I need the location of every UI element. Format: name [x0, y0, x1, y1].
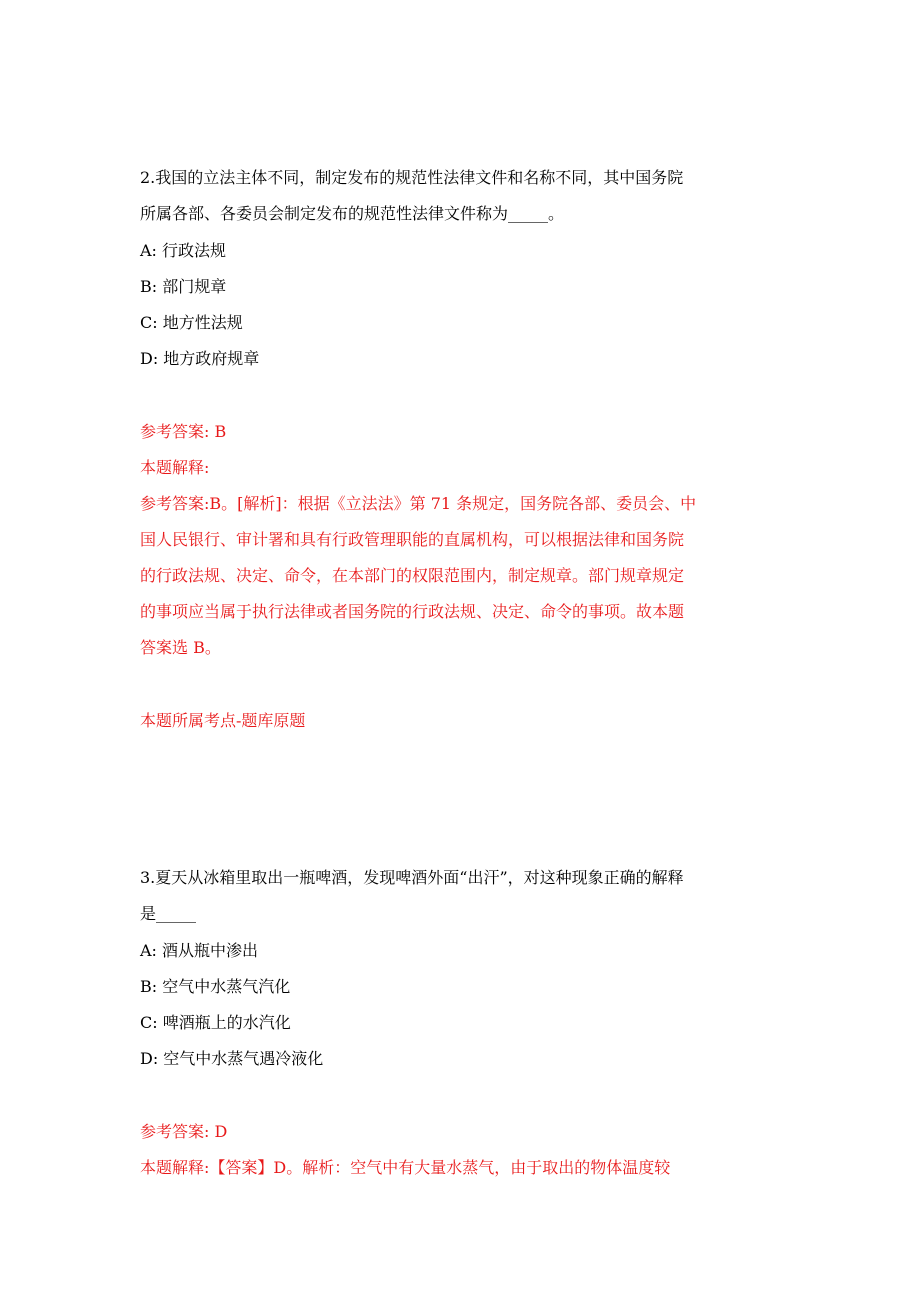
question-2-option-d: D: 地方政府规章 [140, 349, 260, 368]
question-2-answer: 参考答案: B [140, 422, 227, 441]
question-3-option-b: B: 空气中水蒸气汽化 [140, 977, 291, 996]
question-3-option-a: A: 酒从瓶中渗出 [140, 941, 259, 960]
question-2-explain-line-3: 的行政法规、决定、命令，在本部门的权限范围内，制定规章。部门规章规定 [140, 566, 685, 585]
question-2-explain-line-5: 答案选 B。 [140, 638, 221, 657]
question-2-explain-label: 本题解释: [140, 458, 210, 477]
question-2-explain-line-1: 参考答案:B。[解析]：根据《立法法》第 71 条规定，国务院各部、委员会、中 [140, 494, 697, 513]
question-2-stem-line-2: 所属各部、各委员会制定发布的规范性法律文件称为_____。 [140, 204, 565, 223]
question-2-option-c: C: 地方性法规 [140, 313, 243, 332]
question-3-stem-line-2: 是_____ [140, 904, 197, 923]
question-2-option-b: B: 部门规章 [140, 277, 227, 296]
question-2-explain-line-4: 的事项应当属于执行法律或者国务院的行政法规、决定、命令的事项。故本题 [140, 602, 685, 621]
question-2-stem-line-1: 2.我国的立法主体不同，制定发布的规范性法律文件和名称不同，其中国务院 [140, 168, 684, 187]
question-3-explain-line: 本题解释:【答案】D。解析：空气中有大量水蒸气，由于取出的物体温度较 [140, 1158, 671, 1177]
question-3-option-d: D: 空气中水蒸气遇冷液化 [140, 1049, 324, 1068]
question-3-option-c: C: 啤酒瓶上的水汽化 [140, 1013, 291, 1032]
question-2-topic: 本题所属考点-题库原题 [140, 711, 306, 730]
question-2-option-a: A: 行政法规 [140, 241, 227, 260]
question-3-stem-line-1: 3.夏天从冰箱里取出一瓶啤酒，发现啤酒外面“出汗”，对这种现象正确的解释 [140, 868, 684, 887]
question-2-explain-line-2: 国人民银行、审计署和具有行政管理职能的直属机构，可以根据法律和国务院 [140, 530, 685, 549]
question-3-answer: 参考答案: D [140, 1122, 228, 1141]
